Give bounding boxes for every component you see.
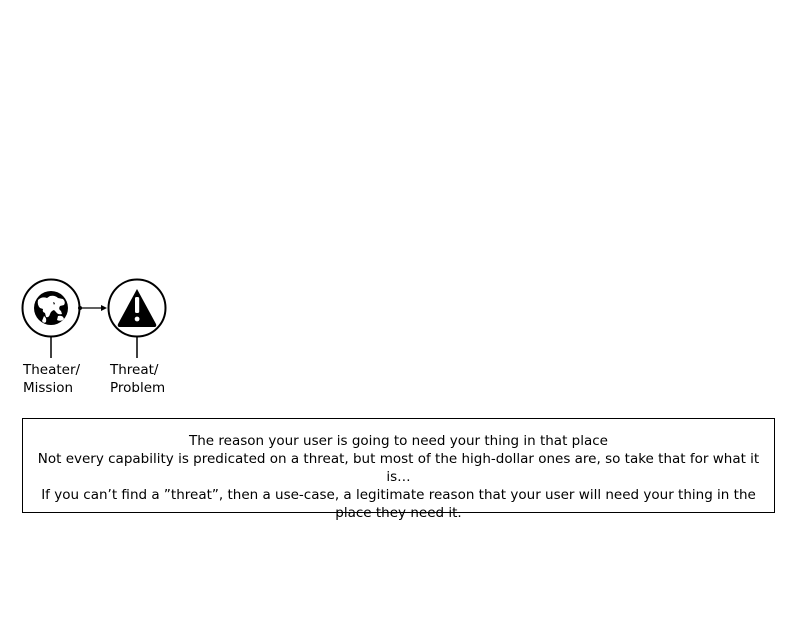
globe-icon <box>34 291 68 325</box>
theater-node <box>23 280 80 337</box>
description-line2: Not every capability is predicated on a threat, but most of the high-dollar ones are, so take that for what it is… <box>37 451 760 485</box>
theater-mission-label <box>23 361 80 397</box>
theater-label-line2: Mission <box>23 380 74 396</box>
description-line3: If you can’t find a ”threat”, then a use-case, a legitimate reason that your user will need your thing in the place they need it. <box>41 487 756 521</box>
theater-label-line1: Theater/ <box>23 362 81 378</box>
theater-to-threat-arrow <box>78 305 107 311</box>
threat-label-line2: Problem <box>110 380 166 396</box>
description-line1: The reason your user is going to need your thing in that place <box>189 433 608 449</box>
threat-node <box>109 280 166 337</box>
threat-problem-label <box>110 361 165 397</box>
description-box <box>22 418 775 521</box>
threat-label-line1: Threat/ <box>110 362 159 378</box>
